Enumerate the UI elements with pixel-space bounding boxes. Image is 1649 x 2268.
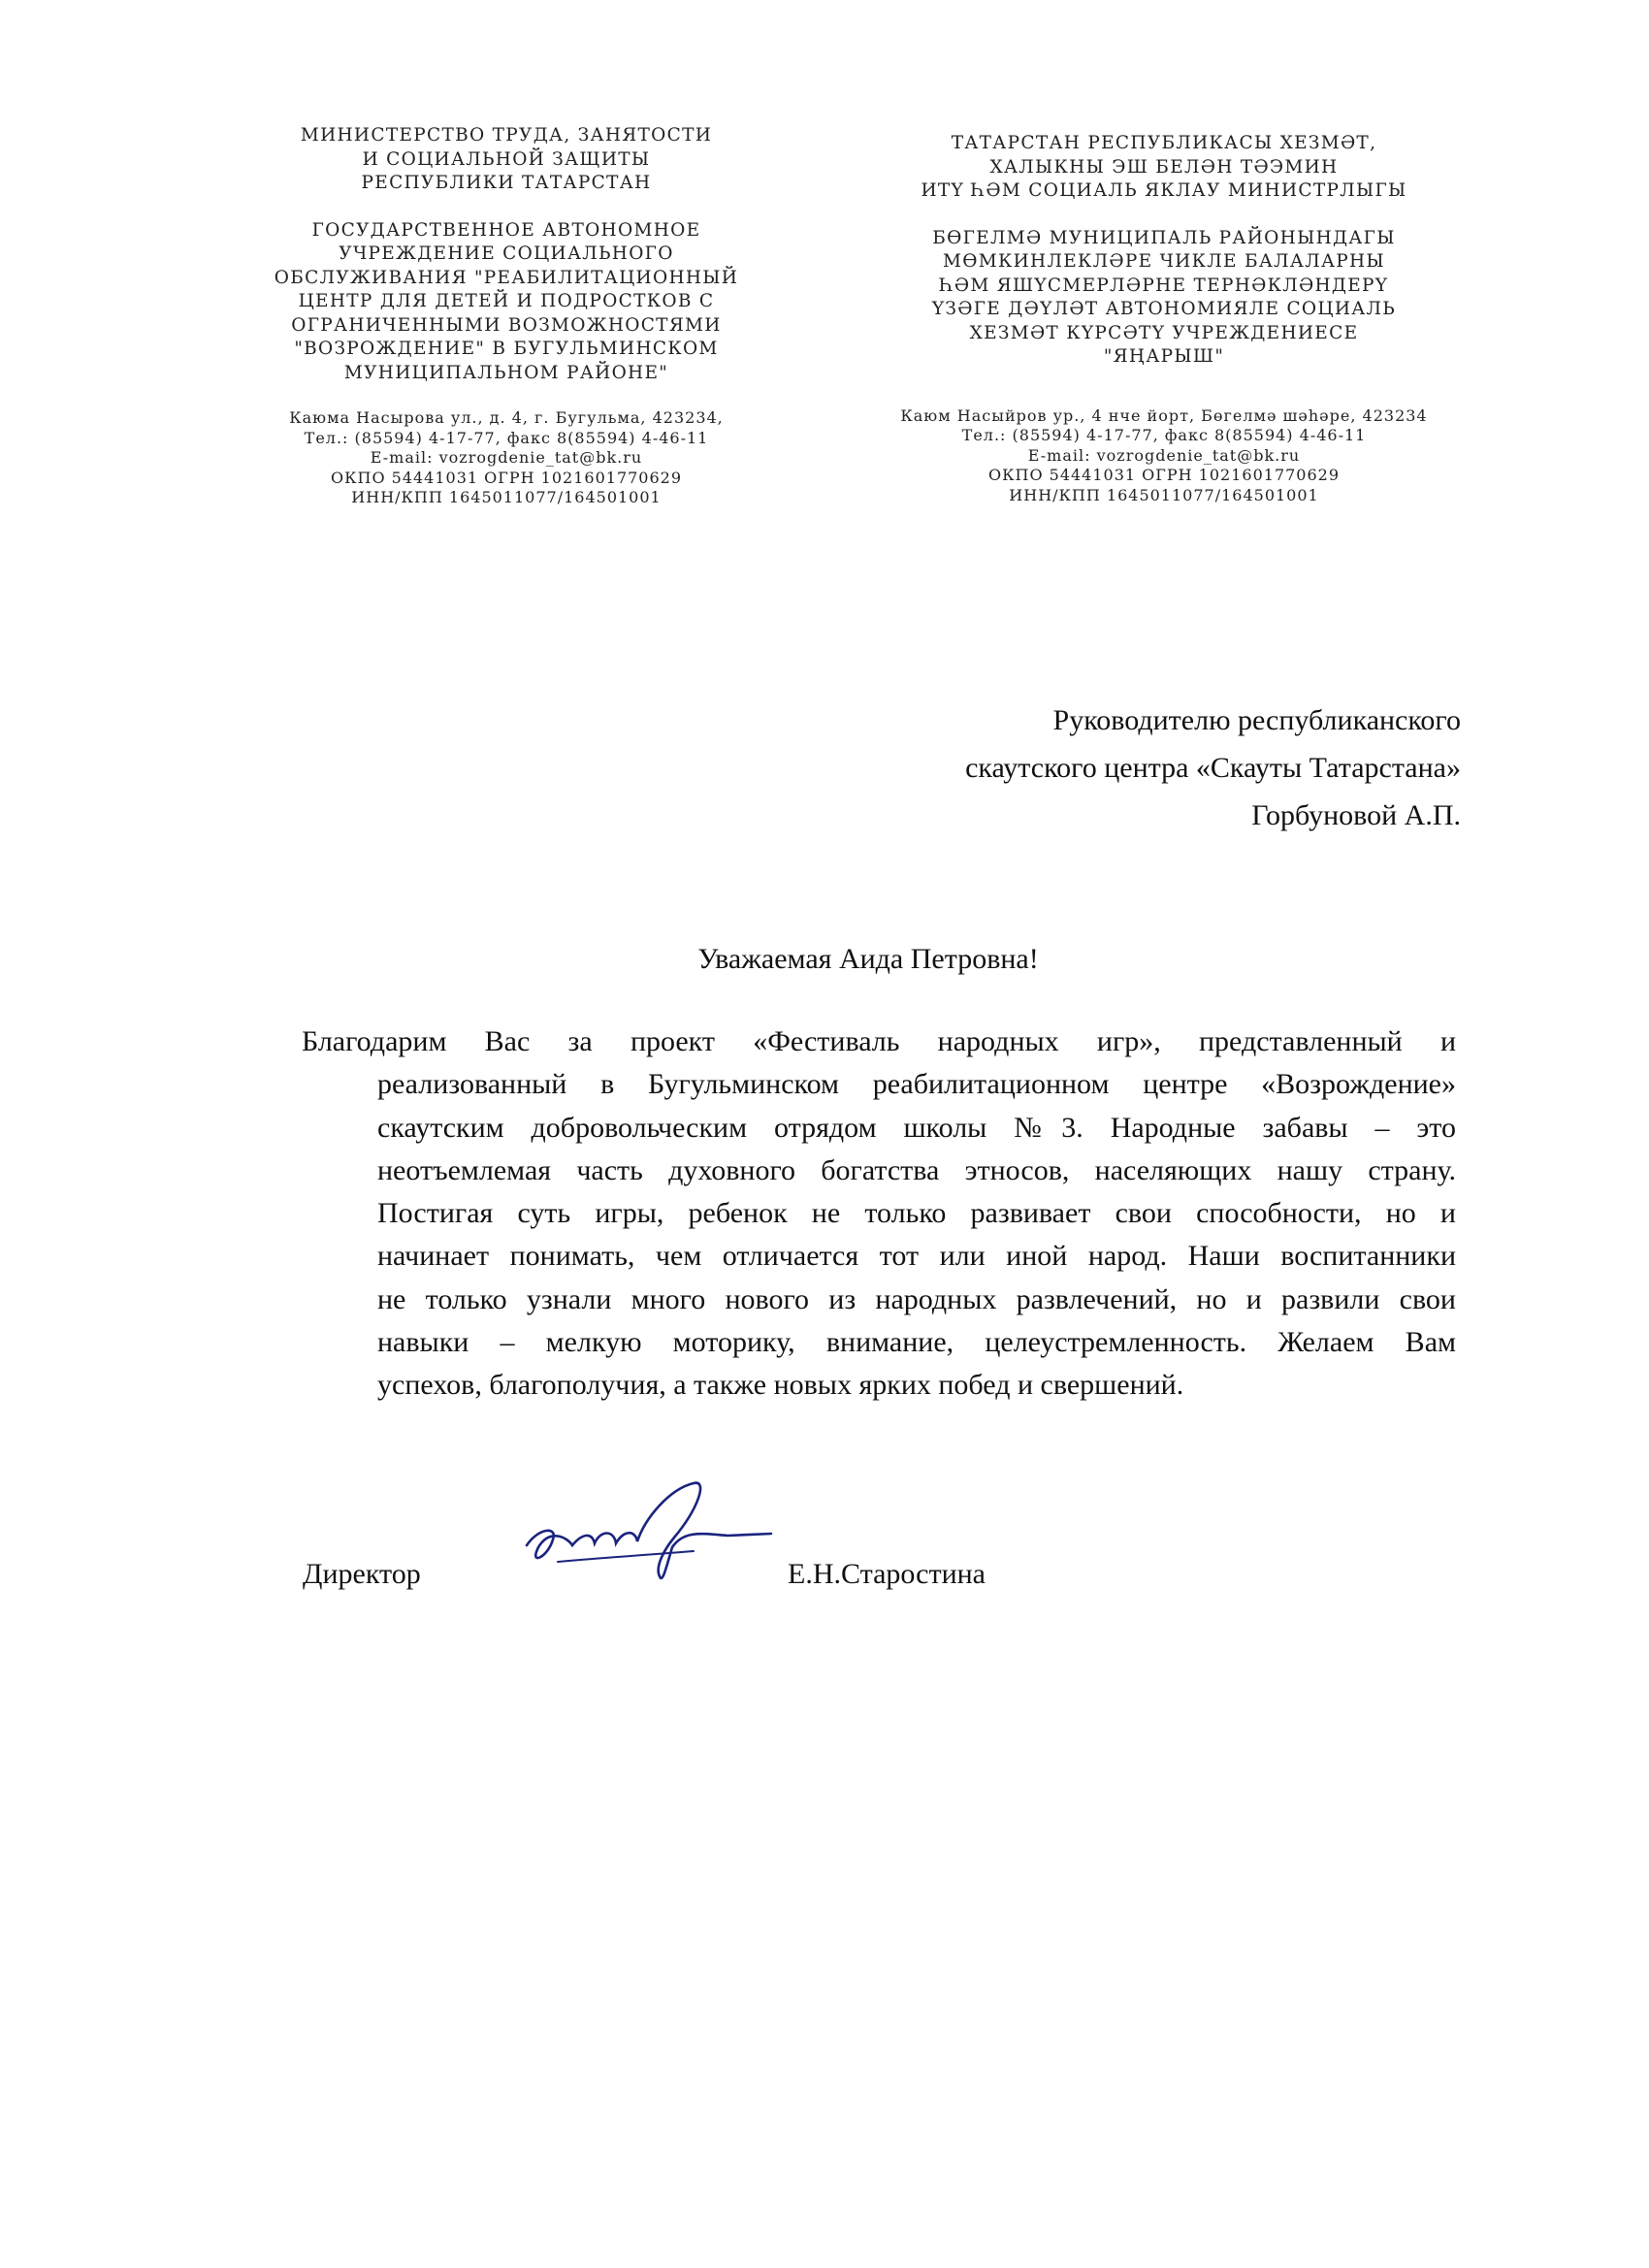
contact-line: ОКПО 54441031 ОГРН 1021601770629 xyxy=(987,466,1341,484)
ministry-name-tt xyxy=(878,132,1450,204)
addressee-line: скаутского центра «Скауты Татарстана» xyxy=(965,752,1461,784)
header-line: "ЯҢАРЫШ" xyxy=(1103,346,1225,367)
contact-line: ИНН/КПП 1645011077/164501001 xyxy=(351,488,662,506)
ministry-name-ru xyxy=(264,124,749,196)
body-line: реализованный в Бугульминском реабилитационном центре «Возрождение» xyxy=(377,1068,1456,1101)
contact-line: ИНН/КПП 1645011077/164501001 xyxy=(1009,485,1319,504)
header-line: ҮЗӘГЕ ДӘҮЛӘТ АВТОНОМИЯЛЕ СОЦИАЛЬ xyxy=(931,299,1397,319)
header-line: ХАЛЫКНЫ ЭШ БЕЛӘН ТӘЭМИН xyxy=(989,156,1339,178)
header-line: ХЕЗМӘТ КҮРСӘТҮ УЧРЕЖДЕНИЕСЕ xyxy=(969,322,1359,343)
header-line: МИНИСТЕРСТВО ТРУДА, ЗАНЯТОСТИ xyxy=(300,125,713,146)
addressee-line: Руководителю республиканского xyxy=(1052,704,1461,736)
body-line: не только узнали много нового из народных развлечений, но и развили свои xyxy=(377,1282,1456,1315)
contact-line: Каюм Насыйров ур., 4 нче йорт, Бөгелмә шәһәре, 423234 xyxy=(900,405,1428,425)
institution-name-tt xyxy=(878,227,1450,370)
header-line: ҺӘМ ЯШҮСМЕРЛӘРНЕ ТЕРНӘКЛӘНДЕРҮ xyxy=(939,275,1389,296)
handwritten-signature xyxy=(500,1470,781,1605)
contact-line: Каюма Насырова ул., д. 4, г. Бугульма, 423234, xyxy=(289,408,724,427)
contact-line: ОКПО 54441031 ОГРН 1021601770629 xyxy=(330,468,683,487)
header-line: МУНИЦИПАЛЬНОМ РАЙОНЕ" xyxy=(343,362,669,383)
header-line: ЦЕНТР ДЛЯ ДЕТЕЙ И ПОДРОСТКОВ С xyxy=(298,291,715,311)
signatory-title: Директор xyxy=(303,1558,421,1590)
addressee-block xyxy=(965,697,1461,839)
letterhead-right xyxy=(878,132,1450,505)
header-line: РЕСПУБЛИКИ ТАТАРСТАН xyxy=(361,173,652,193)
institution-name-ru xyxy=(264,219,749,386)
contacts-ru xyxy=(264,408,749,508)
body-line: навыки – мелкую моторику, внимание, целеустремленность. Желаем Вам xyxy=(377,1326,1456,1359)
contact-line: E-mail: vozrogdenie_tat@bk.ru xyxy=(370,448,643,467)
contacts-tt xyxy=(878,406,1450,506)
contact-line: E-mail: vozrogdenie_tat@bk.ru xyxy=(1027,445,1301,465)
addressee-line: Горбуновой А.П. xyxy=(1251,799,1461,831)
body-line: успехов, благополучия, а также новых ярких побед и свершений. xyxy=(377,1369,1184,1402)
body-line: неотъемлемая часть духовного богатства этносов, населяющих нашу страну. xyxy=(377,1153,1456,1186)
body-line: скаутским добровольческим отрядом школы №3. Народные забавы – это xyxy=(377,1111,1456,1144)
body-line: Постигая суть игры, ребенок не только развивает свои способности, но и xyxy=(377,1197,1456,1230)
signatory-name: Е.Н.Старостина xyxy=(788,1558,986,1590)
letterhead-left xyxy=(264,124,749,508)
header-line: ГОСУДАРСТВЕННОЕ АВТОНОМНОЕ xyxy=(311,219,701,241)
body-line: начинает понимать, чем отличается тот или иной народ. Наши воспитанники xyxy=(377,1240,1456,1273)
header-line: ОБСЛУЖИВАНИЯ "РЕАБИЛИТАЦИОННЫЙ xyxy=(274,267,739,288)
contact-line: Тел.: (85594) 4-17-77, факс 8(85594) 4-46-11 xyxy=(961,426,1367,444)
body-line: Благодарим Вас за проект «Фестиваль народных игр», представленный и xyxy=(302,1025,1456,1057)
header-line: И СОЦИАЛЬНОЙ ЗАЩИТЫ xyxy=(362,148,651,170)
header-line: УЧРЕЖДЕНИЕ СОЦИАЛЬНОГО xyxy=(339,243,674,264)
contact-line: Тел.: (85594) 4-17-77, факс 8(85594) 4-46-11 xyxy=(304,428,709,447)
header-line: ТАТАРСТАН РЕСПУБЛИКАСЫ ХЕЗМӘТ, xyxy=(951,133,1377,153)
header-line: БӨГЕЛМӘ МУНИЦИПАЛЬ РАЙОНЫНДАГЫ xyxy=(932,227,1396,248)
greeting: Уважаемая Аида Петровна! xyxy=(697,943,1039,975)
header-line: ИТҮ ҺӘМ СОЦИАЛЬ ЯКЛАУ МИНИСТРЛЫГЫ xyxy=(921,180,1407,201)
header-line: "ВОЗРОЖДЕНИЕ" В БУГУЛЬМИНСКОМ xyxy=(294,339,719,359)
letter-body xyxy=(302,1021,1456,1408)
header-line: МӨМКИНЛЕКЛӘРЕ ЧИКЛЕ БАЛАЛАРНЫ xyxy=(943,251,1385,272)
header-line: ОГРАНИЧЕННЫМИ ВОЗМОЖНОСТЯМИ xyxy=(291,314,722,336)
